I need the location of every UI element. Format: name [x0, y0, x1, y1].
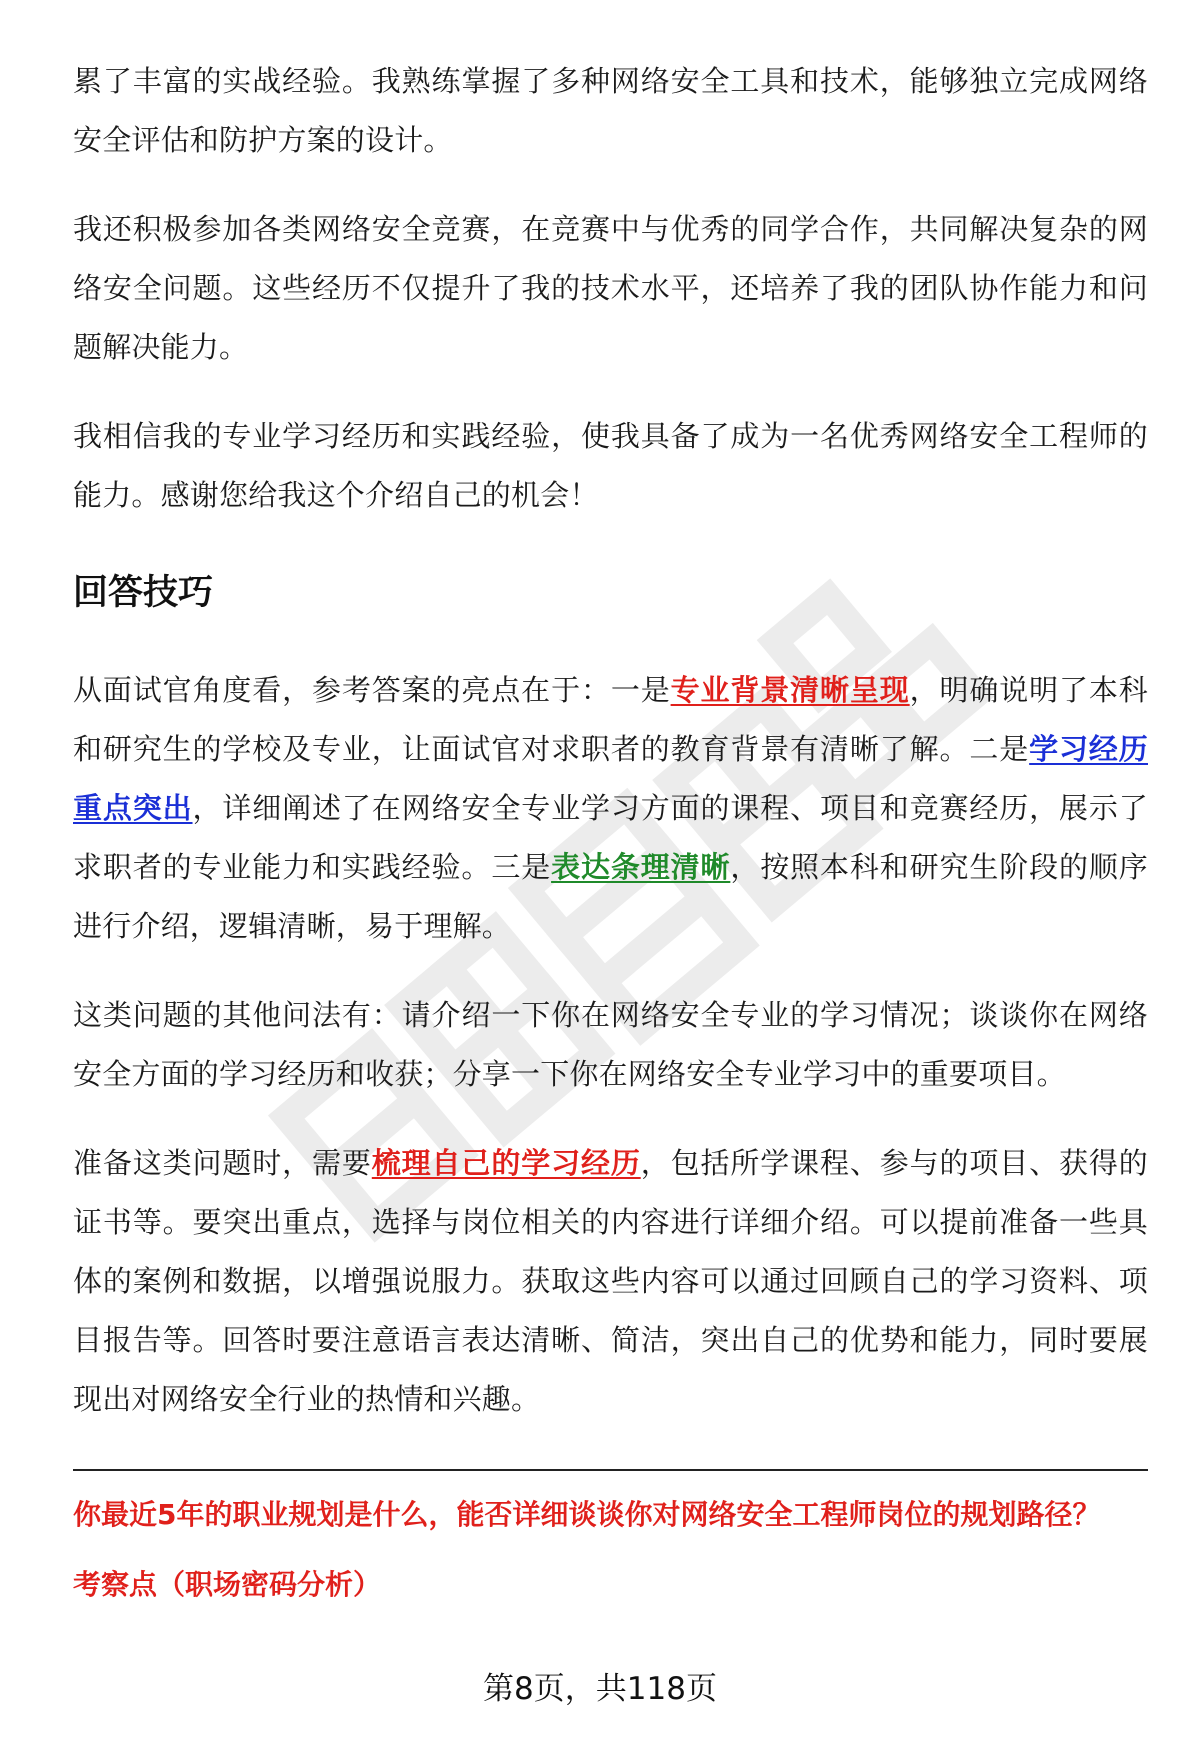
highlight-professional-background: 专业背景清晰呈现 [670, 673, 910, 707]
paragraph-closing: 我相信我的专业学习经历和实践经验，使我具备了成为一名优秀网络安全工程师的能力。感谢您给我这个介绍自己的机会！ [73, 419, 1148, 512]
paragraph-competitions: 我还积极参加各类网络安全竞赛，在竞赛中与优秀的同学合作，共同解决复杂的网络安全问题。这些经历不仅提升了我的技术水平，还培养了我的团队协作能力和问题解决能力。 [73, 212, 1148, 364]
section-heading-answer-tips: 回答技巧 [73, 573, 214, 613]
paragraph-experience: 累了丰富的实战经验。我熟练掌握了多种网络安全工具和技术，能够独立完成网络安全评估和防护方案的设计。 [73, 64, 1148, 157]
next-question: 你最近5年的职业规划是什么，能否详细谈谈你对网络安全工程师岗位的规划路径？ [73, 1498, 1101, 1531]
text-segment: 准备这类问题时，需要 [73, 1146, 372, 1180]
paragraph-highlights [73, 661, 1148, 956]
page-number: 第8页，共118页 [483, 1671, 717, 1707]
highlight-study-experience: 学习经历重点突出 [73, 732, 1148, 825]
paragraph-preparation [73, 1134, 1148, 1429]
highlight-sort-study-experience: 梳理自己的学习经历 [371, 1146, 641, 1180]
page-content [73, 52, 1148, 1605]
highlight-clear-expression: 表达条理清晰 [551, 850, 731, 884]
text-segment: ，详细阐述了在网络安全专业学习方面的课程、项目和竞赛经历，展示了求职者的专业能力和实践经验。三是 [73, 791, 1148, 884]
sub-heading-assessment-points: 考察点（职场密码分析） [73, 1568, 382, 1601]
text-segment: 从面试官角度看，参考答案的亮点在于：一是 [73, 673, 671, 707]
text-segment: ，包括所学课程、参与的项目、获得的证书等。要突出重点，选择与岗位相关的内容进行详细介绍。可以提前准备一些具体的案例和数据，以增强说服力。获取这些内容可以通过回顾自己的学习资料、项目报告等。回答时要注意语言表达清晰、简洁，突出自己的优势和能力，同时要展现出对网络安全行业的热情和兴趣。 [73, 1146, 1148, 1416]
text-segment: ，明确说明了本科和研究生的学校及专业，让面试官对求职者的教育背景有清晰了解。二是 [73, 673, 1148, 766]
paragraph-alternative-questions: 这类问题的其他问法有：请介绍一下你在网络安全专业的学习情况；谈谈你在网络安全方面的学习经历和收获；分享一下你在网络安全专业学习中的重要项目。 [73, 998, 1148, 1091]
text-segment: ，按照本科和研究生阶段的顺序进行介绍，逻辑清晰，易于理解。 [73, 850, 1148, 943]
